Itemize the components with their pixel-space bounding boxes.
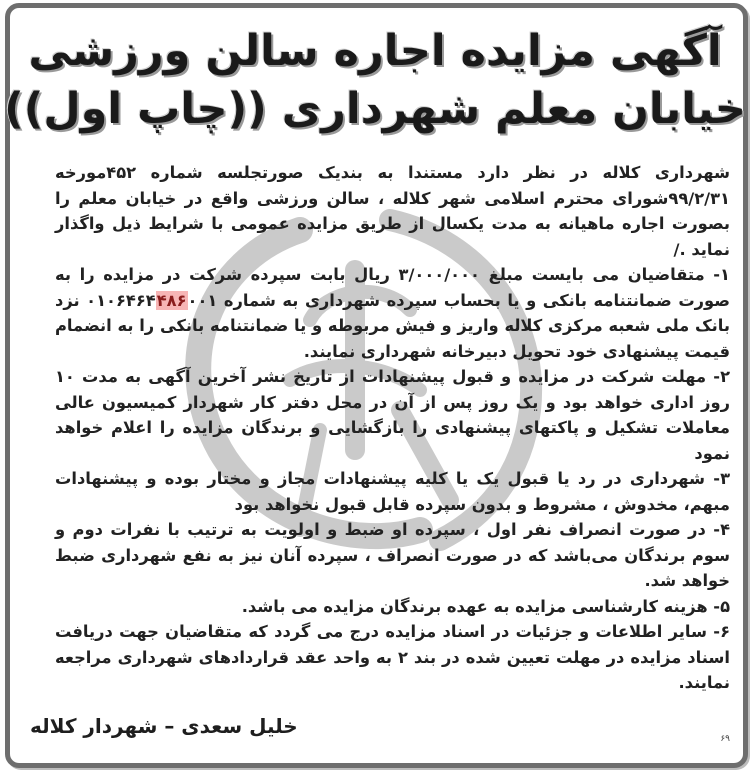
signature: خلیل سعدی – شهردار کلاله <box>30 714 298 738</box>
clause-1 <box>55 262 730 364</box>
clause-4: ۴- در صورت انصراف نفر اول ، سپرده او ضبط و اولویت به ترتیب با نفرات دوم و سوم برندگان می‌باشد که در صورت انصراف ، سپرده آنان نیز به نفع شهرداری ضبط خواهد شد. <box>55 520 730 590</box>
notice-body <box>55 160 730 696</box>
title-line-2: خیابان معلم شهرداری ((چاپ اول)) <box>4 84 746 134</box>
clause-1-part-1: ۱- متقاضیان می بایست مبلغ ۳/۰۰۰/۰۰۰ ریال بابت سپرده شرکت در مزایده را به صورت ضمانتنامه بانکی و یا بحساب سپرده شهرداری به شماره <box>55 265 730 310</box>
intro-paragraph: شهرداری کلاله در نظر دارد مستندا به بندیک صورتجلسه شماره ۴۵۲مورخه ۹۹/۲/۳۱شورای محترم اسلامی شهر کلاله ، سالن ورزشی واقع در خیابان معلم را بصورت اجاره ماهیانه به مدت یکسال از طریق مزایده عمومی با شرایط ذیل واگذار نماید ./ <box>55 163 730 259</box>
clause-1-part-2: نزد بانک ملی شعبه مرکزی کلاله واریز و فیش مربوطه و یا ضمانتنامه بانکی را به انضمام قیمت پیشنهادی خود تحویل دبیرخانه شهرداری نمایند. <box>55 290 730 361</box>
account-number-suffix: ۰۰۱ <box>187 290 218 310</box>
account-number-prefix: ۰۱۰۶۴۶۴ <box>86 290 156 310</box>
clause-3: ۳- شهرداری در رد یا قبول یک یا کلیه پیشنهادات مجاز و مختار بوده و پیشنهادات مبهم، مخدوش ، مشروط و بدون سپرده قابل قبول نخواهد بود <box>55 469 730 514</box>
page-number: ۶۹ <box>720 734 730 744</box>
clause-6: ۶- سایر اطلاعات و جزئیات در اسناد مزایده درج می گردد که متقاضیان جهت دریافت اسناد مزایده در مهلت تعیین شده در بند ۲ به واحد عقد قراردادهای شهرداری مراجعه نمایند. <box>55 622 730 692</box>
account-number <box>86 291 217 310</box>
clause-5: ۵- هزینه کارشناسی مزایده به عهده برندگان مزایده می باشد. <box>241 596 730 616</box>
account-number-highlight: ۴۸۶ <box>156 290 187 310</box>
notice-title <box>0 22 750 138</box>
title-line-1: آگهی مزایده اجاره سالن ورزشی <box>28 26 722 76</box>
clause-2: ۲- مهلت شرکت در مزایده و قبول پیشنهادات از تاریخ نشر آخرین آگهی به مدت ۱۰ روز اداری خواهد بود و یک روز پس از آن در محل دفتر کار شهردار کمیسیون عالی معاملات تشکیل و پاکتهای پیشنهادی را بازگشایی و برندگان مزایده را اعلام خواهد نمود <box>55 367 730 463</box>
